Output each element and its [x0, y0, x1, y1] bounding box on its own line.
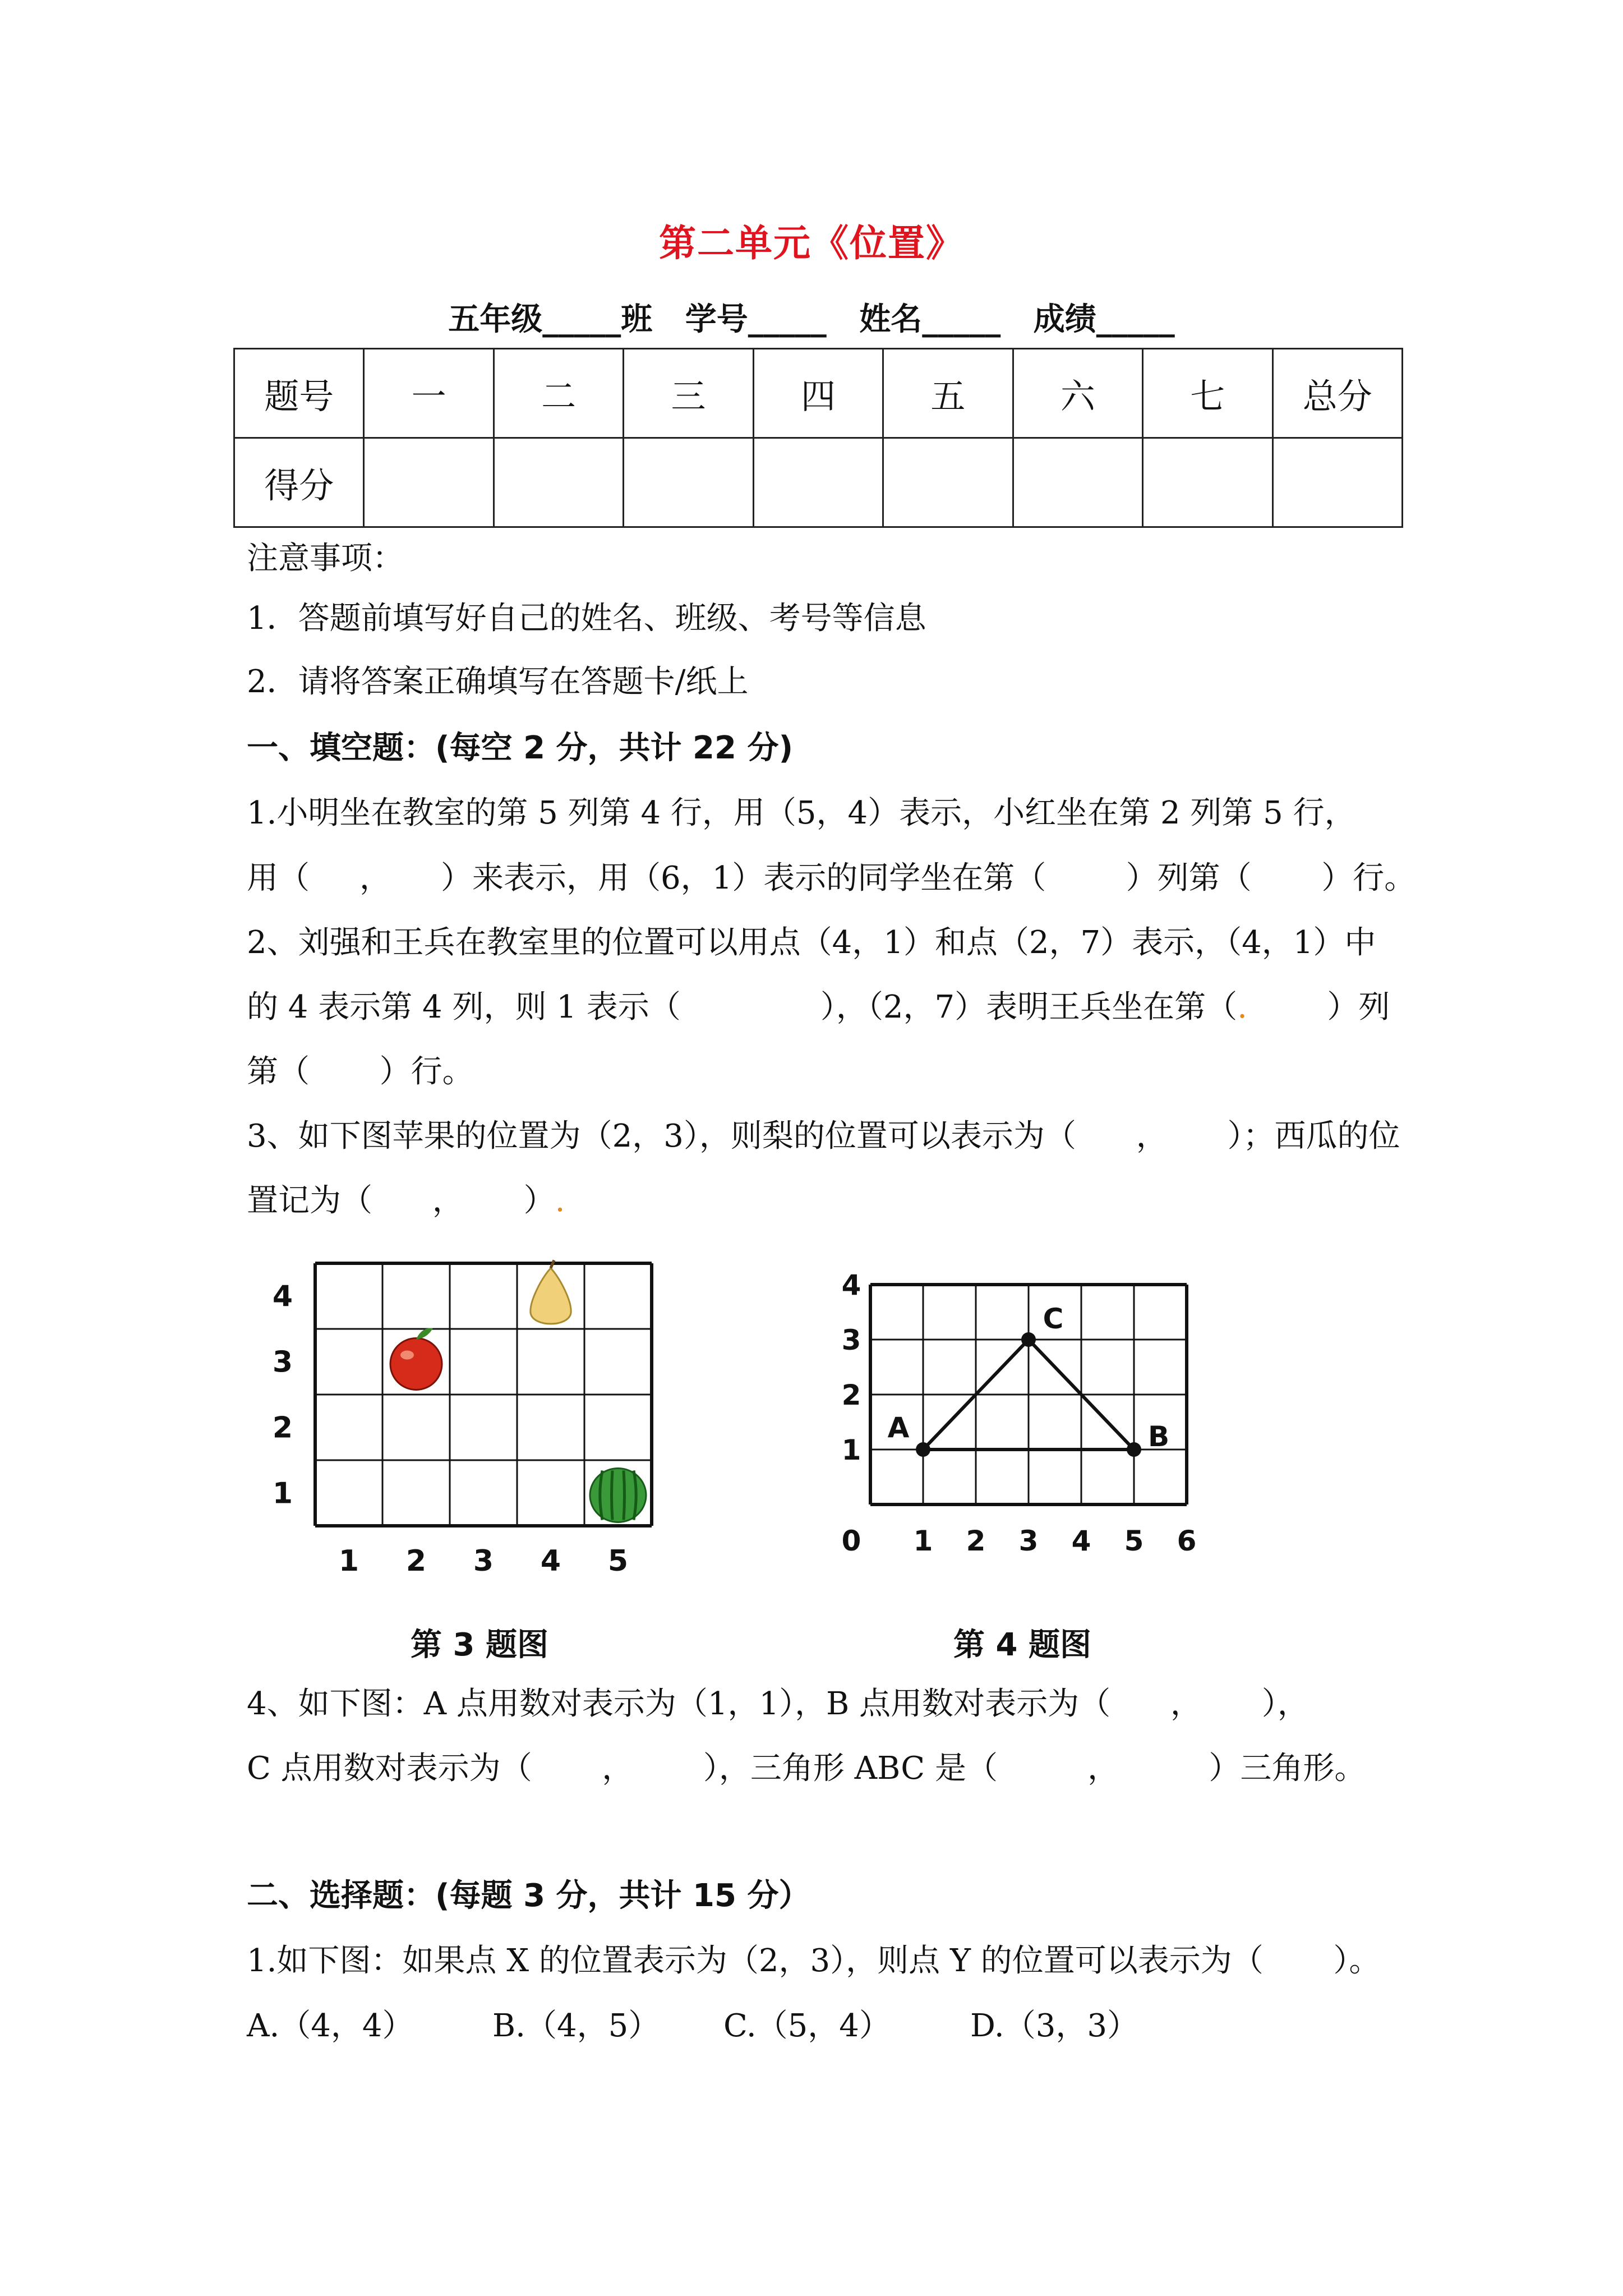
score-table: [233, 348, 1403, 528]
score-input-cell[interactable]: [1013, 438, 1142, 527]
question-text: 第（ ）行。: [247, 1053, 474, 1090]
pear-body: [531, 1268, 571, 1324]
x-tick-label: 2: [405, 1544, 427, 1578]
pear-icon: [531, 1260, 571, 1324]
x-tick-label: 0: [841, 1525, 861, 1557]
score-input-cell[interactable]: [624, 438, 753, 527]
x-tick-label: 3: [473, 1544, 494, 1578]
question-text: 1.小明坐在教室的第 5 列第 4 行，用（5，4）表示，小红坐在第 2 列第 5 行，: [247, 795, 1356, 831]
apple-icon: [390, 1328, 442, 1389]
score-table-cell: 总分: [1272, 349, 1403, 438]
y-tick-label: 3: [841, 1324, 861, 1356]
watermelon-body: [590, 1469, 646, 1522]
score-input-cell[interactable]: [1272, 438, 1403, 527]
watermelon-icon: [590, 1469, 646, 1522]
notes-heading: 注意事项：: [247, 540, 404, 577]
point-b: [1127, 1442, 1141, 1457]
score-table-cell: 六: [1013, 349, 1142, 438]
x-tick-label: 3: [1018, 1525, 1039, 1557]
y-tick-label: 2: [272, 1411, 293, 1445]
section2-heading: 二、选择题：(每题 3 分，共计 15 分）: [247, 1878, 810, 1914]
figure-3-caption: 第 3 题图: [411, 1627, 548, 1663]
question-text: 2、刘强和王兵在教室里的位置可以用点（4，1）和点（2，7）表示，（4，1）中: [247, 924, 1376, 961]
option-d[interactable]: D.（3，3）: [970, 2008, 1138, 2044]
question-text: 置记为（ ， ）.: [247, 1182, 565, 1219]
question-text: 1.如下图：如果点 X 的位置表示为（2，3），则点 Y 的位置可以表示为（ ）。: [247, 1943, 1381, 1979]
point-label: C: [1043, 1303, 1064, 1335]
y-tick-label: 3: [272, 1345, 293, 1379]
score-table-cell: 三: [624, 349, 753, 438]
score-input-cell[interactable]: [494, 438, 623, 527]
y-tick-label: 1: [272, 1476, 293, 1511]
fig4-grid-lines: [870, 1285, 1187, 1504]
point-label: B: [1147, 1420, 1170, 1453]
score-table-cell: 得分: [234, 438, 364, 527]
score-table-cell: 七: [1143, 349, 1272, 438]
score-input-cell[interactable]: [753, 438, 883, 527]
x-tick-label: 2: [966, 1525, 986, 1557]
score-input-cell[interactable]: [883, 438, 1013, 527]
option-c[interactable]: C.（5，4）: [723, 2008, 891, 2044]
score-table-cell: 题号: [234, 349, 364, 438]
question-text: 3、如下图苹果的位置为（2，3），则梨的位置可以表示为（ ， ）；西瓜的位: [247, 1118, 1400, 1154]
notes-item: 1．答题前填写好自己的姓名、班级、考号等信息: [247, 600, 926, 637]
pear-stem: [551, 1260, 554, 1268]
question-text: 4、如下图：A 点用数对表示为（1，1），B 点用数对表示为（ ， ），: [247, 1686, 1309, 1722]
x-tick-label: 4: [540, 1544, 561, 1578]
x-tick-label: 4: [1071, 1525, 1091, 1557]
score-table-cell: 四: [753, 349, 883, 438]
section1-heading: 一、填空题：(每空 2 分，共计 22 分): [247, 730, 794, 766]
figure-4-triangle: [819, 1251, 1245, 1599]
x-tick-label: 6: [1177, 1525, 1197, 1557]
x-tick-label: 1: [338, 1544, 359, 1578]
y-tick-label: 2: [841, 1379, 861, 1411]
point-a: [916, 1442, 930, 1457]
point-label: A: [887, 1411, 910, 1444]
student-info-line: 五年级_____班 学号_____ 姓名_____ 成绩_____: [448, 301, 1175, 338]
y-tick-label: 4: [272, 1280, 293, 1314]
score-table-cell: 一: [364, 349, 494, 438]
question-text: C 点用数对表示为（ ， ），三角形 ABC 是（ ， ）三角形。: [247, 1750, 1366, 1787]
x-tick-label: 1: [913, 1525, 933, 1557]
figure-4-caption: 第 4 题图: [953, 1627, 1091, 1663]
y-tick-label: 1: [841, 1434, 861, 1466]
option-b[interactable]: B.（4，5）: [492, 2008, 660, 2044]
watermelon-stripe: [612, 1471, 613, 1520]
x-tick-label: 5: [1124, 1525, 1144, 1557]
page-title: 第二单元《位置》: [659, 222, 964, 265]
y-tick-label: 4: [841, 1269, 861, 1301]
score-table-score-row: [234, 438, 1403, 527]
watermelon-stripe: [624, 1471, 625, 1520]
score-table-cell: 五: [883, 349, 1013, 438]
figure-3-grid: [264, 1251, 695, 1599]
question-text: 的 4 表示第 4 列，则 1 表示（ ），（2，7）表明王兵坐在第（. ）列: [247, 989, 1390, 1025]
notes-item: 2．请将答案正确填写在答题卡/纸上: [247, 664, 749, 700]
accent-dot: .: [555, 1182, 565, 1219]
point-c: [1021, 1332, 1036, 1347]
score-input-cell[interactable]: [1143, 438, 1272, 527]
apple-highlight: [400, 1351, 414, 1360]
score-table-header-row: [234, 349, 1403, 438]
apple-body: [390, 1338, 442, 1390]
option-a[interactable]: A.（4，4）: [247, 2008, 414, 2044]
question-text: 用（ ， ）来表示，用（6，1）表示的同学坐在第（ ）列第（ ）行。: [247, 860, 1416, 896]
x-tick-label: 5: [607, 1544, 629, 1578]
fig3-fruit-items: [390, 1260, 646, 1522]
score-table-cell: 二: [494, 349, 623, 438]
accent-dot: .: [1237, 989, 1247, 1025]
score-input-cell[interactable]: [364, 438, 494, 527]
